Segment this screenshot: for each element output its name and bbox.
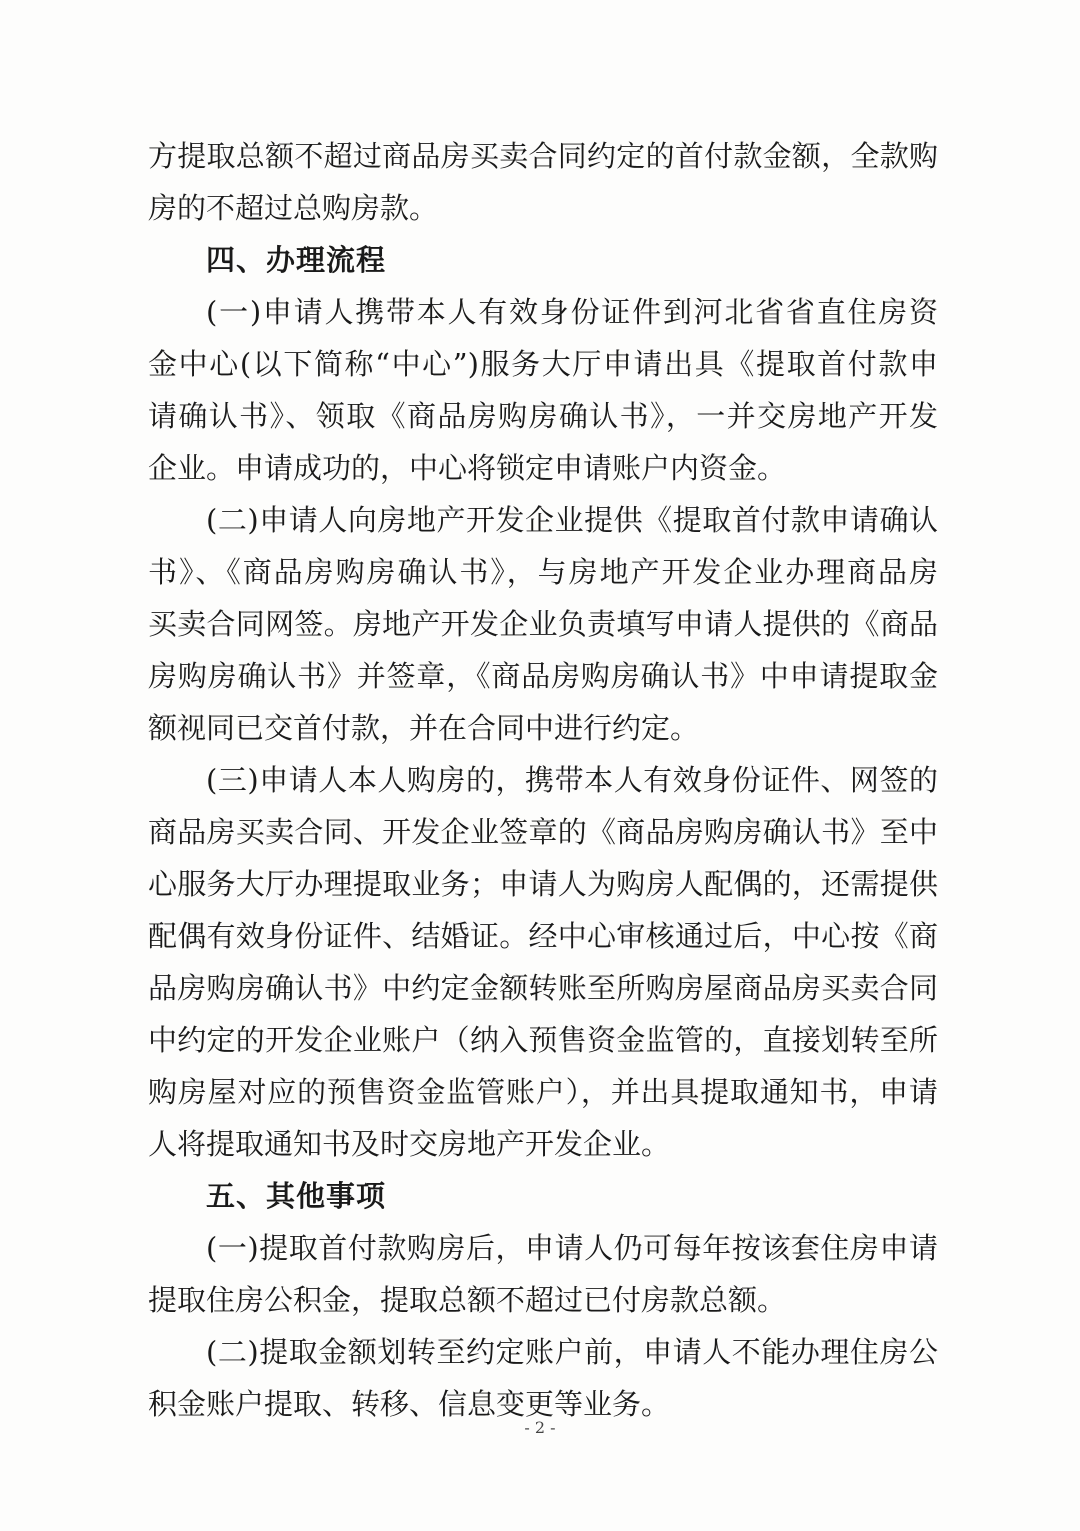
- body-line: 积金账户提取、转移、信息变更等业务。: [148, 1387, 671, 1421]
- body-line: 请确认书》、领取《商品房购房确认书》，一并交房地产开发: [148, 399, 938, 433]
- paragraph-first-line: (一)申请人携带本人有效身份证件到河北省省直住房资: [206, 295, 938, 329]
- document-body: [148, 130, 938, 1430]
- body-line: 书》、《商品房购房确认书》，与房地产开发企业办理商品房: [148, 555, 938, 589]
- body-line: 商品房买卖合同、开发企业签章的《商品房购房确认书》至中: [148, 815, 938, 849]
- body-line: 金中心(以下简称“中心”)服务大厅申请出具《提取首付款申: [148, 347, 938, 381]
- paragraph-first-line: (二)申请人向房地产开发企业提供《提取首付款申请确认: [206, 503, 938, 537]
- body-line: 配偶有效身份证件、结婚证。经中心审核通过后，中心按《商: [148, 919, 938, 953]
- body-line: 额视同已交首付款，并在合同中进行约定。: [148, 711, 700, 745]
- body-line: 方提取总额不超过商品房买卖合同约定的首付款金额，全款购: [148, 139, 938, 173]
- body-line: 中约定的开发企业账户（纳入预售资金监管的，直接划转至所: [148, 1023, 938, 1057]
- paragraph-first-line: (一)提取首付款购房后，申请人仍可每年按该套住房申请: [206, 1231, 938, 1265]
- page-number: - 2 -: [524, 1418, 556, 1437]
- paragraph-first-line: (二)提取金额划转至约定账户前，申请人不能办理住房公: [206, 1335, 938, 1369]
- section-heading: 四、办理流程: [206, 243, 387, 277]
- body-line: 房的不超过总购房款。: [148, 191, 439, 225]
- body-line: 心服务大厅办理提取业务；申请人为购房人配偶的，还需提供: [148, 867, 938, 901]
- body-line: 房购房确认书》并签章，《商品房购房确认书》中申请提取金: [148, 659, 938, 693]
- section-heading: 五、其他事项: [206, 1179, 387, 1213]
- body-line: 人将提取通知书及时交房地产开发企业。: [148, 1127, 671, 1161]
- body-line: 提取住房公积金，提取总额不超过已付房款总额。: [148, 1283, 787, 1317]
- body-line: 企业。申请成功的，中心将锁定申请账户内资金。: [148, 451, 787, 485]
- paragraph-first-line: (三)申请人本人购房的，携带本人有效身份证件、网签的: [206, 763, 938, 797]
- body-line: 品房购房确认书》中约定金额转账至所购房屋商品房买卖合同: [148, 971, 938, 1005]
- body-line: 购房屋对应的预售资金监管账户），并出具提取通知书，申请: [148, 1075, 938, 1109]
- body-line: 买卖合同网签。房地产开发企业负责填写申请人提供的《商品: [148, 607, 938, 641]
